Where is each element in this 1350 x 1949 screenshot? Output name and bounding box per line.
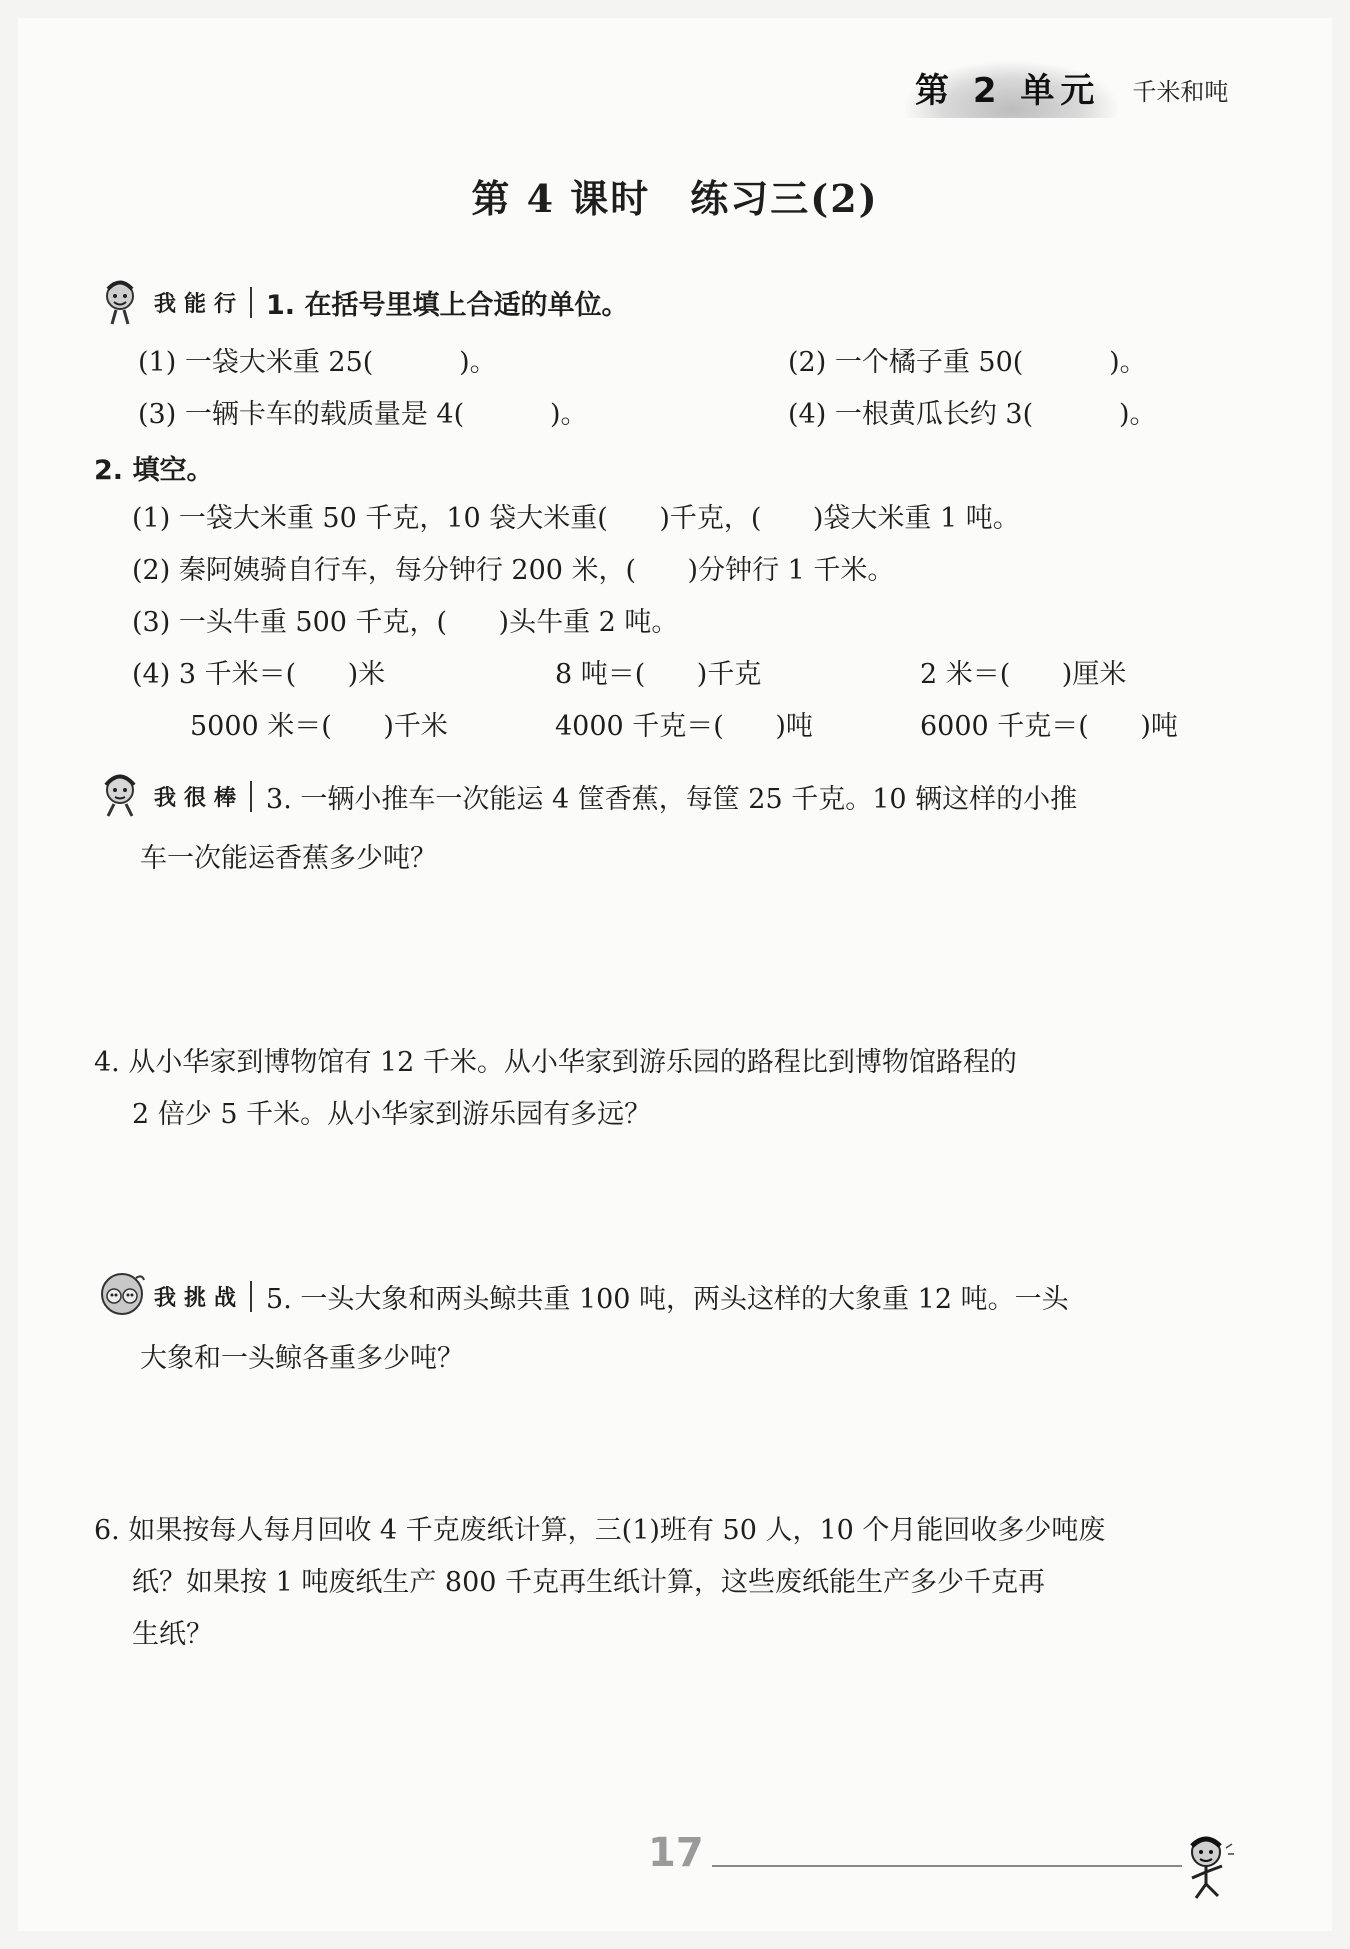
running-kid-mascot-icon <box>1176 1832 1236 1904</box>
q2-conversion: 4000 千克＝( )吨 <box>555 711 813 742</box>
q2-conversion: 6000 千克＝( )吨 <box>920 711 1178 742</box>
lesson-name: 练习三(2) <box>690 176 879 221</box>
q4-line-2: 2 倍少 5 千米。从小华家到游乐园有多远？ <box>132 1099 652 1130</box>
girl-mascot-icon <box>96 276 148 328</box>
q1-title: 1. 在括号里填上合适的单位。 <box>266 289 629 321</box>
page-number: 17 <box>648 1830 704 1876</box>
q2-conversion: 8 吨＝( )千克 <box>555 659 762 690</box>
q1-item-3: (3) 一辆卡车的载质量是 4( )。 <box>138 399 588 430</box>
lesson-title <box>0 168 1350 223</box>
q6-line-2: 纸？如果按 1 吨废纸生产 800 千克再生纸计算，这些废纸能生产多少千克再 <box>132 1567 1046 1598</box>
q2-conversion: 2 米＝( )厘米 <box>920 659 1127 690</box>
q3-line-2: 车一次能运香蕉多少吨？ <box>140 843 437 874</box>
footer-rule <box>712 1865 1182 1867</box>
q1-heading <box>96 276 628 328</box>
q1-item-4: (4) 一根黄瓜长约 3( )。 <box>788 399 1157 430</box>
lesson-number: 第 4 课时 <box>471 176 651 221</box>
unit-header <box>905 64 1228 114</box>
q5-line-2: 大象和一头鲸各重多少吨？ <box>140 1343 464 1374</box>
q2-item-3: (3) 一头牛重 500 千克，( )头牛重 2 吨。 <box>132 607 679 638</box>
q5-line-1: 5. 一头大象和两头鲸共重 100 吨，两头这样的大象重 12 吨。一头 <box>266 1283 1069 1315</box>
level-tag-1: 我能行 <box>148 287 252 318</box>
q2-item-2: (2) 秦阿姨骑自行车，每分钟行 200 米，( )分钟行 1 千米。 <box>132 555 895 586</box>
q2-title: 2. 填空。 <box>94 455 214 486</box>
unit-badge: 第 2 单元 <box>905 61 1118 118</box>
q1-item-1: (1) 一袋大米重 25( )。 <box>138 347 497 378</box>
q2-conversion: (4) 3 千米＝( )米 <box>132 659 386 690</box>
q5-heading <box>96 1270 1069 1322</box>
unit-topic: 千米和吨 <box>1132 77 1229 106</box>
level-tag-3: 我挑战 <box>148 1281 252 1312</box>
q2-item-1: (1) 一袋大米重 50 千克，10 袋大米重( )千克，( )袋大米重 1 吨。 <box>132 503 1020 534</box>
q2-conversion: 5000 米＝( )千米 <box>190 711 448 742</box>
q1-item-2: (2) 一个橘子重 50( )。 <box>788 347 1147 378</box>
girl-mascot-icon <box>96 770 148 822</box>
kids-mascot-icon <box>96 1270 148 1322</box>
q6-line-3: 生纸？ <box>132 1619 213 1650</box>
level-tag-2: 我很棒 <box>148 781 252 812</box>
q3-heading <box>96 770 1077 822</box>
q3-line-1: 3. 一辆小推车一次能运 4 筐香蕉，每筐 25 千克。10 辆这样的小推 <box>266 783 1078 815</box>
q6-line-1: 6. 如果按每人每月回收 4 千克废纸计算，三(1)班有 50 人，10 个月能回收多少吨废 <box>94 1515 1106 1546</box>
q4-line-1: 4. 从小华家到博物馆有 12 千米。从小华家到游乐园的路程比到博物馆路程的 <box>94 1047 1017 1078</box>
